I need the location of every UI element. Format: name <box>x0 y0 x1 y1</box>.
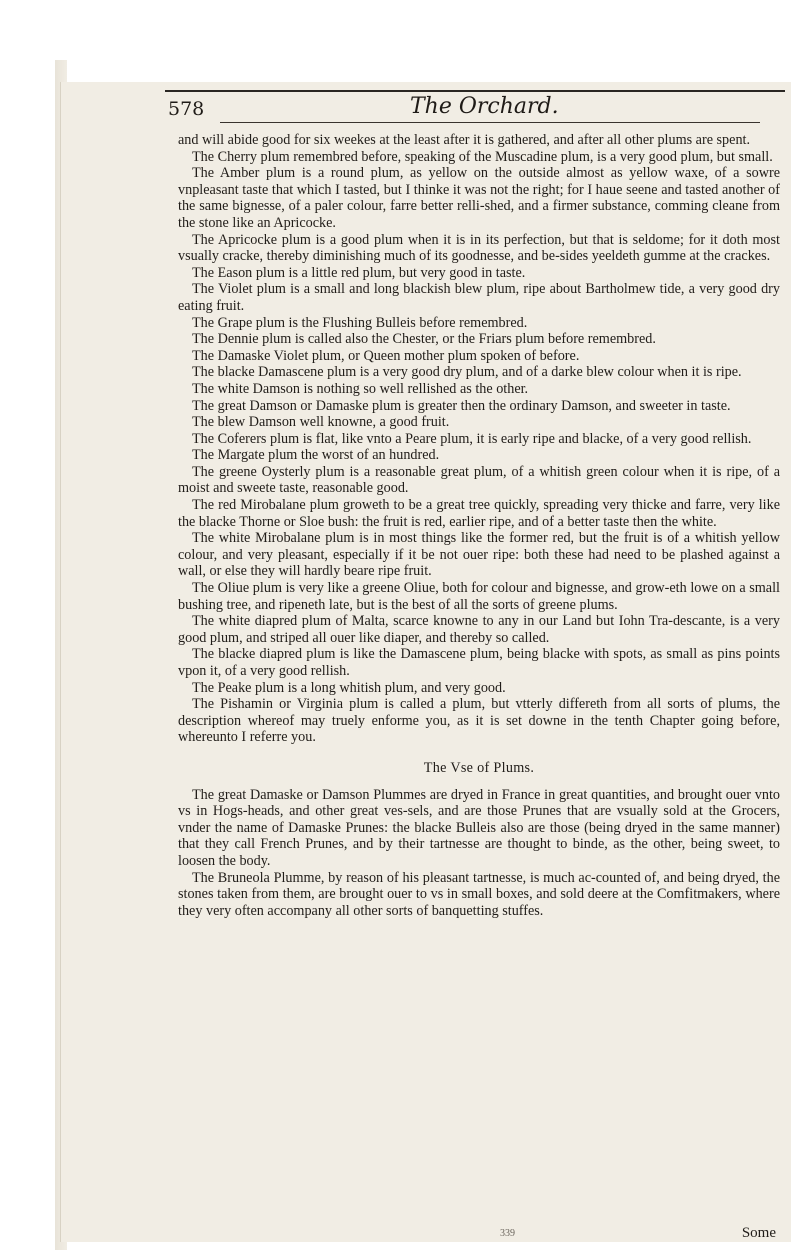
paragraph: The white diapred plum of Malta, scarce knowne to any in our Land but Iohn Tra-descante, is a very good plum, and striped all ouer like diaper, and thereby so called. <box>178 613 780 646</box>
paragraph: The Violet plum is a small and long blackish blew plum, ripe about Bartholmew tide, a very good dry eating fruit. <box>178 281 780 314</box>
page-number: 578 <box>168 98 205 120</box>
paragraph: The Oliue plum is very like a greene Oliue, both for colour and bignesse, and grow-eth lowe on a small bushing tree, and ripeneth late, but is the best of all the sorts of greene plums. <box>178 580 780 613</box>
header-rule <box>220 122 760 123</box>
paragraph: The greene Oysterly plum is a reasonable great plum, of a whitish green colour when it is ripe, of a moist and sweete taste, reasonable good. <box>178 463 780 497</box>
paragraph: The Peake plum is a long whitish plum, and very good. <box>192 679 506 696</box>
paragraph: The blew Damson well knowne, a good fruit. <box>192 414 450 431</box>
top-rule <box>165 90 785 92</box>
paragraph: The great Damson or Damaske plum is greater then the ordinary Damson, and sweeter in taste. <box>192 397 731 414</box>
paragraph: and will abide good for six weekes at the least after it is gathered, and after all other plums are spent. <box>178 132 751 148</box>
paragraph: The Grape plum is the Flushing Bulleis before remembred. <box>192 314 528 331</box>
paragraph: The blacke diapred plum is like the Damascene plum, being blacke with spots, as small as pins points vpon it, of a very good rellish. <box>178 646 780 679</box>
running-title: The Orchard. <box>410 94 559 119</box>
paragraph: The white Damson is nothing so well rellished as the other. <box>192 380 529 397</box>
paragraph: The blacke Damascene plum is a very good dry plum, and of a darke blew colour when it is ripe. <box>192 364 742 381</box>
paragraph: The Damaske Violet plum, or Queen mother plum spoken of before. <box>192 347 580 364</box>
signature-mark: 339 <box>500 1228 515 1239</box>
section-paragraph: The Bruneola Plumme, by reason of his pleasant tartnesse, is much ac-counted of, and being dryed, the stones taken from them, are brought ouer to vs in small boxes, and sold deere at the Comfitmakers, where they very often accompany all other sorts of banquetting stuffes. <box>178 869 780 919</box>
page-body <box>178 132 780 919</box>
paragraph: The Margate plum the worst of an hundred. <box>192 447 440 464</box>
paragraph: The Dennie plum is called also the Chester, or the Friars plum before remembred. <box>192 331 656 348</box>
paragraph: The Eason plum is a little red plum, but very good in taste. <box>192 264 526 281</box>
page-header <box>160 94 760 130</box>
paragraph: The Apricocke plum is a good plum when it is in its perfection, but that is seldome; for it doth most vsually cracke, thereby diminishing much of its goodnesse, and be-sides yeeldeth gumme at the crackes. <box>178 231 780 265</box>
paragraph: The red Mirobalane plum groweth to be a great tree quickly, spreading very thicke and farre, very like the blacke Thorne or Sloe bush: the fruit is red, earlier ripe, and of a better taste then the white. <box>178 497 780 530</box>
paragraph: The white Mirobalane plum is in most things like the former red, but the fruit is of a whitish yellow colour, and very pleasant, especially if it be not ouer ripe: both these had need to be plashed against a wall, or else they will hardly beare ripe fruit. <box>178 530 780 580</box>
paragraph: The Coferers plum is flat, like vnto a Peare plum, it is early ripe and blacke, of a very good rellish. <box>192 430 752 447</box>
section-heading: The Vse of Plums. <box>423 759 535 776</box>
paragraph: The Cherry plum remembred before, speaking of the Muscadine plum, is a very good plum, but small. <box>192 148 773 165</box>
paragraph: The Amber plum is a round plum, as yellow on the outside almost as yellow waxe, of a sowre vnpleasant taste that which I tasted, but I thinke it was not the right; for I haue seene and tasted another of the same bignesse, of a paler colour, farre better relli-shed, and a firmer substance, comming cleane from the stone like an Apricocke. <box>178 165 780 231</box>
catchword: Some <box>741 1225 776 1241</box>
section-paragraph: The great Damaske or Damson Plummes are dryed in France in great quantities, and brought ouer vnto vs in Hogs-heads, and other great ves-sels, and are those Prunes that are vsually sold at the Grocers, vnder the name of Damaske Prunes: the blacke Bulleis also are those (being dryed in the same manner) that they call French Prunes, and by their tartnesse are thought to binde, as the other, being sweet, to loosen the body. <box>178 786 780 869</box>
paragraph: The Pishamin or Virginia plum is called a plum, but vtterly differeth from all sorts of plums, the description whereof may truely enforme you, as it is set downe in the tenth Chapter going before, whereunto I referre you. <box>178 696 780 746</box>
